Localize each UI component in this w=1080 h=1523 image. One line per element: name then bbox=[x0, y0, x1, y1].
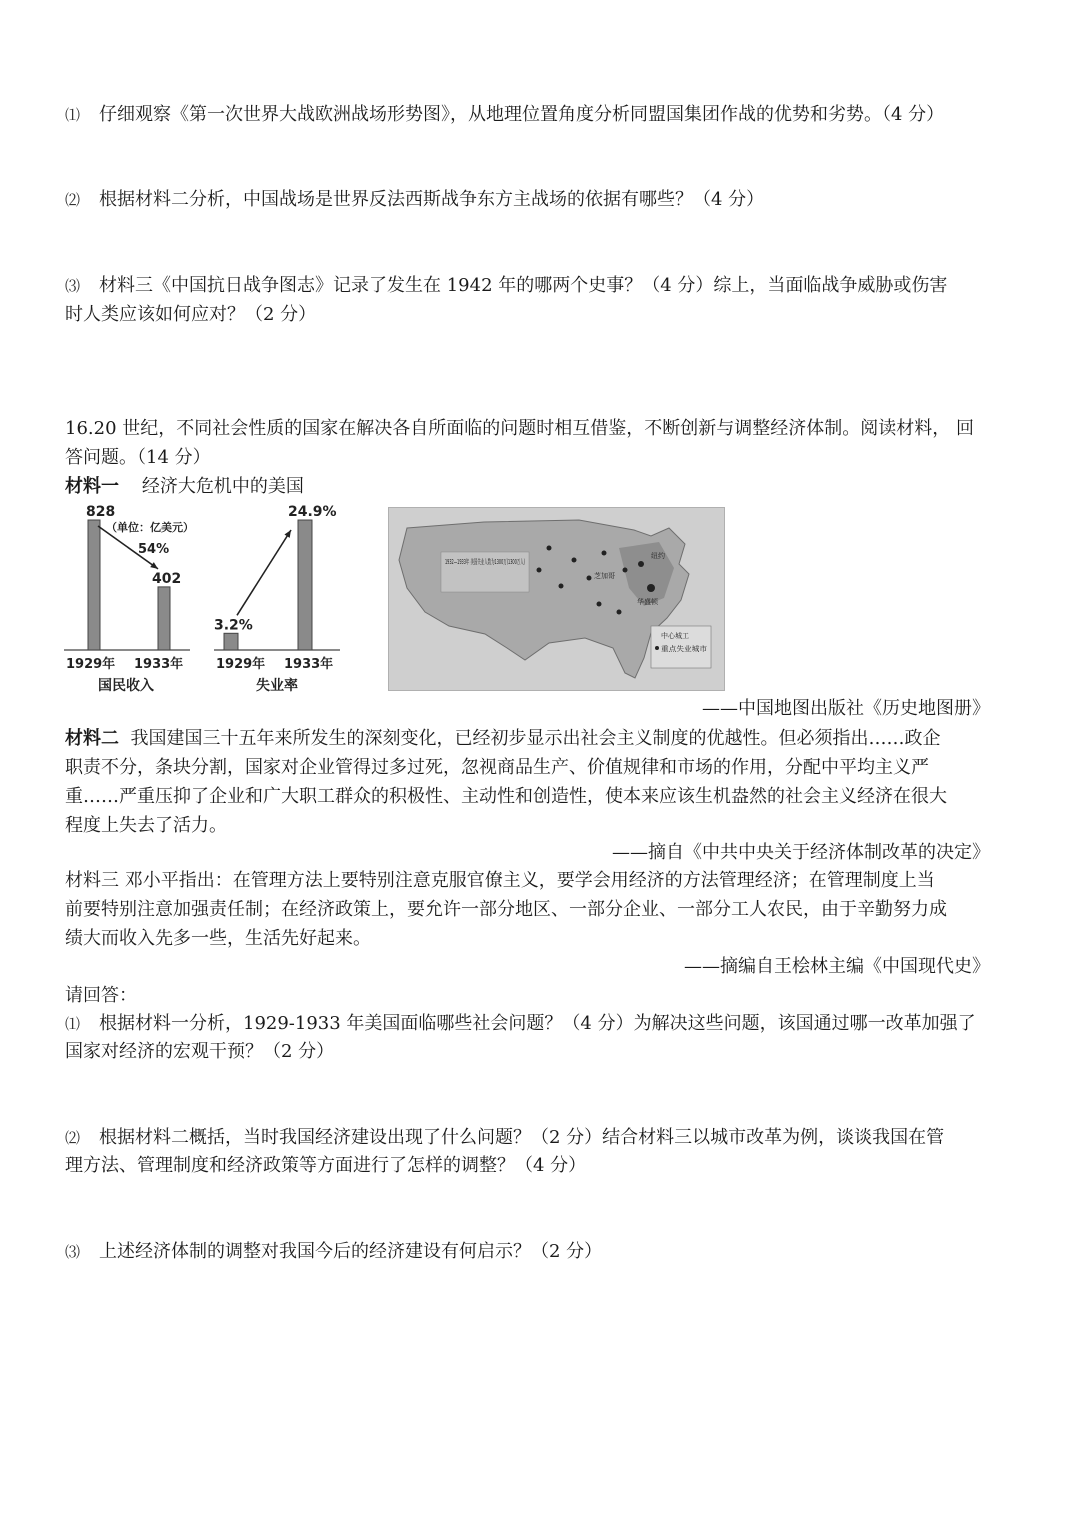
question-1 bbox=[65, 101, 1000, 129]
material-2-label: 材料二 bbox=[65, 728, 119, 749]
question-2 bbox=[65, 186, 1000, 214]
map-note bbox=[445, 557, 525, 566]
map-legend-1: 中心城工 bbox=[661, 632, 689, 640]
material-2-line2: 职责不分，条块分割，国家对企业管得过多过死，忽视商品生产、价值规律和市场的作用，分配中平均主义严 bbox=[65, 757, 929, 778]
category-label: 1933年 bbox=[134, 657, 184, 672]
question-text: 材料三《中国抗日战争图志》记录了发生在 1942 年的哪两个史事？（4 分）综上，当面临战争威胁或伤害 bbox=[99, 275, 948, 296]
material-2-source: ——摘自《中共中央关于经济体制改革的决定》 bbox=[612, 842, 990, 863]
answer-prompt: 请回答： bbox=[65, 985, 137, 1006]
bar-value-label: 3.2% bbox=[214, 617, 253, 634]
bar-0 bbox=[224, 633, 238, 650]
question-number: ⑵ bbox=[65, 1129, 81, 1147]
q16-question-3 bbox=[65, 1238, 1000, 1266]
category-label: 1929年 bbox=[66, 657, 116, 672]
material-3-line1: 材料三 邓小平指出：在管理方法上要特别注意克服官僚主义，要学会用经济的方法管理经济；在管理制度上当 bbox=[65, 870, 935, 891]
bar-value-label: 24.9% bbox=[288, 505, 337, 520]
material-3-source: ——摘编自王桧林主编《中国现代史》 bbox=[684, 956, 990, 977]
material-2-line4: 程度上失去了活力。 bbox=[65, 815, 227, 836]
map-label-newyork: 纽约 bbox=[651, 552, 665, 560]
bar-value-label: 828 bbox=[86, 505, 116, 520]
material-1-label: 材料一 bbox=[65, 476, 119, 497]
question-text: 上述经济体制的调整对我国今后的经济建设有何启示？（2 分） bbox=[99, 1241, 603, 1262]
q16-intro-line1: 16.20 世纪，不同社会性质的国家在解决各自所面临的问题时相互借鉴，不断创新与调整经济体制。阅读材料， 回 bbox=[65, 418, 974, 439]
material-2-line1 bbox=[65, 725, 1000, 753]
question-number: ⑴ bbox=[65, 106, 81, 124]
map-label-chicago: 芝加哥 bbox=[594, 572, 615, 580]
category-label: 1933年 bbox=[284, 657, 334, 672]
question-number: ⑶ bbox=[65, 277, 81, 295]
material-1-source: ——中国地图出版社《历史地图册》 bbox=[702, 698, 990, 719]
bar-0 bbox=[88, 520, 100, 650]
category-label: 1929年 bbox=[216, 657, 266, 672]
change-annotation: 54% bbox=[138, 542, 170, 557]
trend-arrow-head bbox=[284, 530, 291, 538]
chart-title: 国民收入 bbox=[98, 678, 154, 694]
trend-arrow-head bbox=[150, 562, 158, 569]
material-2-text: 我国建国三十五年来所发生的深刻变化，已经初步显示出社会主义制度的优越性。但必须指出……政企 bbox=[130, 728, 941, 749]
map-legend-2: 重点失业城市 bbox=[661, 645, 703, 653]
question-number: ⑴ bbox=[65, 1015, 81, 1033]
material-3-line3: 绩大而收入先多一些，生活先好起来。 bbox=[65, 928, 371, 949]
us-crisis-map bbox=[388, 507, 725, 691]
economic-crisis-bar-charts bbox=[62, 505, 352, 695]
q16-question-2-cont: 理方法、管理制度和经济政策等方面进行了怎样的调整？（4 分） bbox=[65, 1155, 587, 1176]
bar-1 bbox=[158, 587, 170, 650]
unemployment-chart bbox=[214, 505, 340, 694]
q16-question-1 bbox=[65, 1010, 1000, 1038]
question-text: 根据材料二分析，中国战场是世界反法西斯战争东方主战场的依据有哪些？（4 分） bbox=[99, 189, 765, 210]
question-text: 仔细观察《第一次世界大战欧洲战场形势图》，从地理位置角度分析同盟国集团作战的优势和劣势。（4 分） bbox=[99, 104, 945, 125]
map-label-washington: 华盛顿 bbox=[637, 598, 658, 606]
q16-question-1-cont: 国家对经济的宏观干预？（2 分） bbox=[65, 1041, 335, 1062]
question-3-cont: 时人类应该如何应对？（2 分） bbox=[65, 304, 317, 325]
chart-title: 失业率 bbox=[256, 678, 298, 694]
bar-value-label: 402 bbox=[152, 570, 182, 587]
q16-intro-line2: 答问题。（14 分） bbox=[65, 447, 211, 468]
trend-arrow-line bbox=[237, 530, 291, 615]
material-3-line2: 前要特别注意加强责任制；在经济政策上，要允许一部分地区、一部分企业、一部分工人农民，由于辛勤努力成 bbox=[65, 899, 947, 920]
question-number: ⑵ bbox=[65, 191, 81, 209]
q16-question-2 bbox=[65, 1124, 1000, 1152]
question-text: 根据材料二概括，当时我国经济建设出现了什么问题？（2 分）结合材料三以城市改革为例，谈谈我国在管 bbox=[99, 1127, 945, 1148]
question-3 bbox=[65, 272, 1000, 300]
bar-1 bbox=[298, 520, 312, 650]
national-income-chart bbox=[64, 505, 194, 694]
material-1-title: 经济大危机中的美国 bbox=[141, 476, 304, 497]
question-number: ⑶ bbox=[65, 1243, 81, 1261]
material-1-heading bbox=[65, 473, 1000, 501]
question-text: 根据材料一分析，1929-1933 年美国面临哪些社会问题？（4 分）为解决这些问题，该国通过哪一改革加强了 bbox=[99, 1013, 976, 1034]
material-2-line3: 重……严重压抑了企业和广大职工群众的积极性、主动性和创造性，使本来应该生机盎然的社会主义经济在很大 bbox=[65, 786, 947, 807]
unit-note: （单位：亿美元） bbox=[106, 521, 194, 534]
